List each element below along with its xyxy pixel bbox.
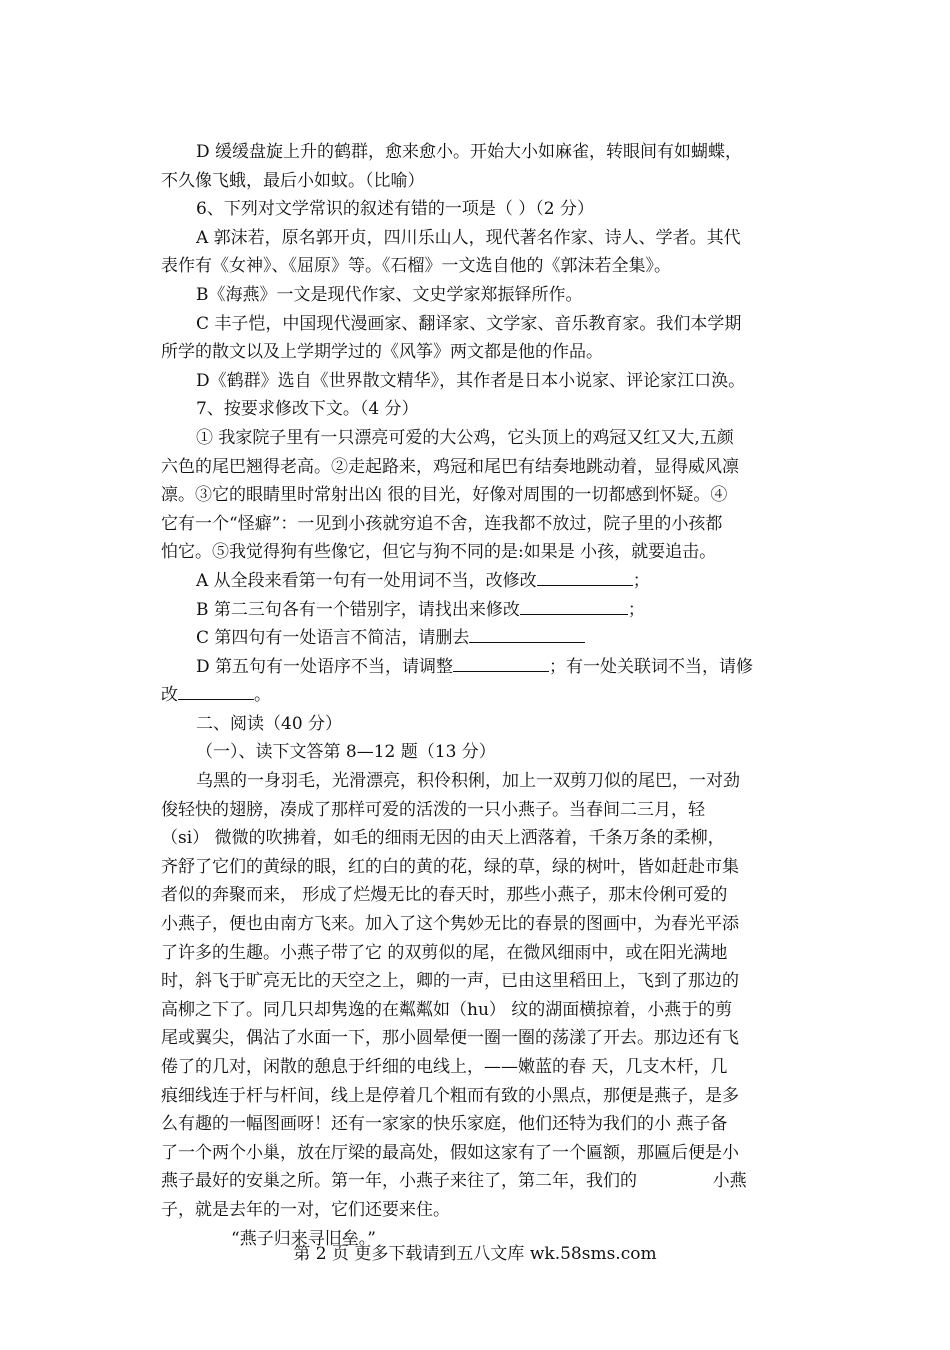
reading-passage (161, 767, 793, 1253)
passage-line: 么有趣的一幅图画呀！还有一家家的快乐家庭，他们还特为我们的小 燕子备 (161, 1114, 728, 1135)
answer-blank-a[interactable] (537, 567, 633, 586)
q7-option-d-text3: 改 (161, 685, 178, 706)
q7-option-c-text: C 第四句有一处语言不简洁，请删去 (196, 628, 470, 649)
passage-line: 倦了的几对，闲散的憩息于纤细的电线上，——嫩蓝的春 天，几支木杆，几 (161, 1057, 728, 1077)
passage-line: 了许多的生趣。小燕子带了它 的双剪似的尾，在微风细雨中，或在阳光满地 (161, 942, 728, 963)
passage-line: 者似的奔聚而来， 形成了烂熳无比的春天时，那些小燕子，那末伶俐可爱的 (161, 885, 728, 906)
passage-line: 燕子最好的安巢之所。第一年，小燕子来往了，第二年，我们的 小燕 (161, 1171, 747, 1192)
q5-option-d-cont (161, 167, 793, 196)
q7-option-c (161, 624, 793, 653)
q7-text-line5: 怕它。⑤我觉得狗有些像它，但它与狗不同的是:如果是 小孩，就要追击。 (161, 542, 717, 563)
q6-option-b: B《海燕》一文是现代作家、文史学家郑振铎所作。 (196, 284, 583, 305)
q7-text-line4: 它有一个“怪癖”：一见到小孩就穷追不舍，连我都不放过，院子里的小孩都 (161, 513, 723, 534)
q6-option-c: C 丰子恺，中国现代漫画家、翻译家、文学家、音乐教育家。我们本学期 (196, 313, 742, 334)
passage-line: 高柳之下了。同几只却隽逸的在粼粼如（hu） 纹的湖面横掠着，小燕于的剪 (161, 999, 733, 1020)
q7-text-line3: 凛。③它的眼睛里时常射出凶 很的目光，好像对周围的一切都感到怀疑。④ (161, 485, 728, 506)
q7-option-d-text2: ；有一处关联词不当，请修 (549, 656, 754, 677)
q6-option-d: D《鹤群》选自《世界散文精华》，其作者是日本小说家、评论家江口涣。 (196, 370, 746, 391)
passage-quote: “燕子归来寻旧垒。” (231, 1228, 376, 1249)
q7-option-b (161, 596, 793, 625)
answer-blank-d2[interactable] (178, 681, 254, 700)
q6-question: 6、下列对文学常识的叙述有错的一项是（ ）（2 分） (196, 199, 594, 220)
passage-line: 子，就是去年的一对，它们还要来住。 (161, 1199, 450, 1220)
q7-option-a (161, 567, 793, 596)
q7-option-d-text1: D 第五句有一处语序不当，请调整 (196, 656, 454, 677)
answer-blank-c[interactable] (469, 624, 585, 643)
passage-line: 痕细线连于杆与杆间，线上是停着几个粗而有致的小黑点，那便是燕子，是多 (161, 1085, 739, 1106)
q7-option-b-end: ； (627, 599, 645, 620)
q5-option-d (161, 138, 793, 167)
q7-text-line2: 六色的尾巴翘得老高。②走起路来，鸡冠和尾巴有结奏地跳动着，显得威风凛 (161, 456, 739, 477)
section2-title: 二、阅读（40 分） (196, 713, 343, 734)
passage-line: 俊轻快的翅膀，凑成了那样可爱的活泼的一只小燕子。当春间二三月，轻 (161, 799, 705, 820)
passage-line: 了一个两个小巢，放在厅梁的最高处，假如这家有了一个匾额，那匾后便是小 (161, 1142, 739, 1163)
q7-option-a-text: A 从全段来看第一句有一处用词不当，改修改 (196, 570, 537, 591)
answer-blank-b[interactable] (520, 596, 628, 615)
q6-option-a-cont: 表作有《女神》、《屈原》等。《石榴》一文选自他的《郭沫若全集》。 (161, 256, 671, 277)
passage-line: 时，斜飞于旷亮无比的天空之上，卿的一声，已由这里稻田上，飞到了那边的 (161, 971, 739, 992)
q5-option-d-line1: D 缓缓盘旋上升的鹤群，愈来愈小。开始大小如麻雀，转眼间有如蝴蝶， (196, 142, 743, 162)
passage-line: 齐舒了它们的黄绿的眼，红的白的黄的花，绿的草，绿的树叶，皆如赶赴市集 (161, 856, 739, 877)
q7-option-a-end: ； (632, 570, 650, 591)
section2-part1-title: （一）、读下文答第 8—12 题（13 分） (196, 742, 496, 763)
q7-option-d (161, 653, 793, 682)
passage-line: 尾或翼尖，偶沾了水面一下，那小圆晕便一圈一圈的荡漾了开去。那边还有飞 (161, 1028, 739, 1049)
document-page (161, 138, 793, 1253)
q7-option-b-text: B 第二三句各有一个错别字，请找出来修改 (196, 599, 520, 620)
q6-option-a: A 郭沫若，原名郭开贞，四川乐山人，现代著名作家、诗人、学者。其代 (196, 227, 741, 248)
passage-line: 乌黑的一身羽毛，光滑漂亮，积伶积俐，加上一双剪刀似的尾巴，一对劲 (196, 771, 740, 792)
q5-option-d-line2: 不久像飞蛾，最后小如蚊。（比喻） (161, 170, 425, 191)
q6-option-c-cont: 所学的散文以及上学期学过的《风筝》两文都是他的作品。 (161, 342, 603, 363)
passage-line: （si） 微微的吹拂着，如毛的细雨无因的由天上洒落着，千条万条的柔柳， (161, 828, 725, 849)
q7-option-d-end: 。 (254, 685, 271, 706)
answer-blank-d1[interactable] (453, 653, 549, 672)
passage-line: 小燕子，便也由南方飞来。加入了这个隽妙无比的春景的图画中，为春光平添 (161, 914, 739, 935)
q7-text-line1: ① 我家院子里有一只漂亮可爱的大公鸡，它头顶上的鸡冠又红又大,五颜 (196, 427, 734, 448)
page-footer: 第 2 页 更多下载请到五八文库 wk.58sms.com (293, 1244, 657, 1264)
q7-question: 7、按要求修改下文。（4 分） (196, 399, 419, 420)
q7-option-d-cont (161, 681, 793, 710)
